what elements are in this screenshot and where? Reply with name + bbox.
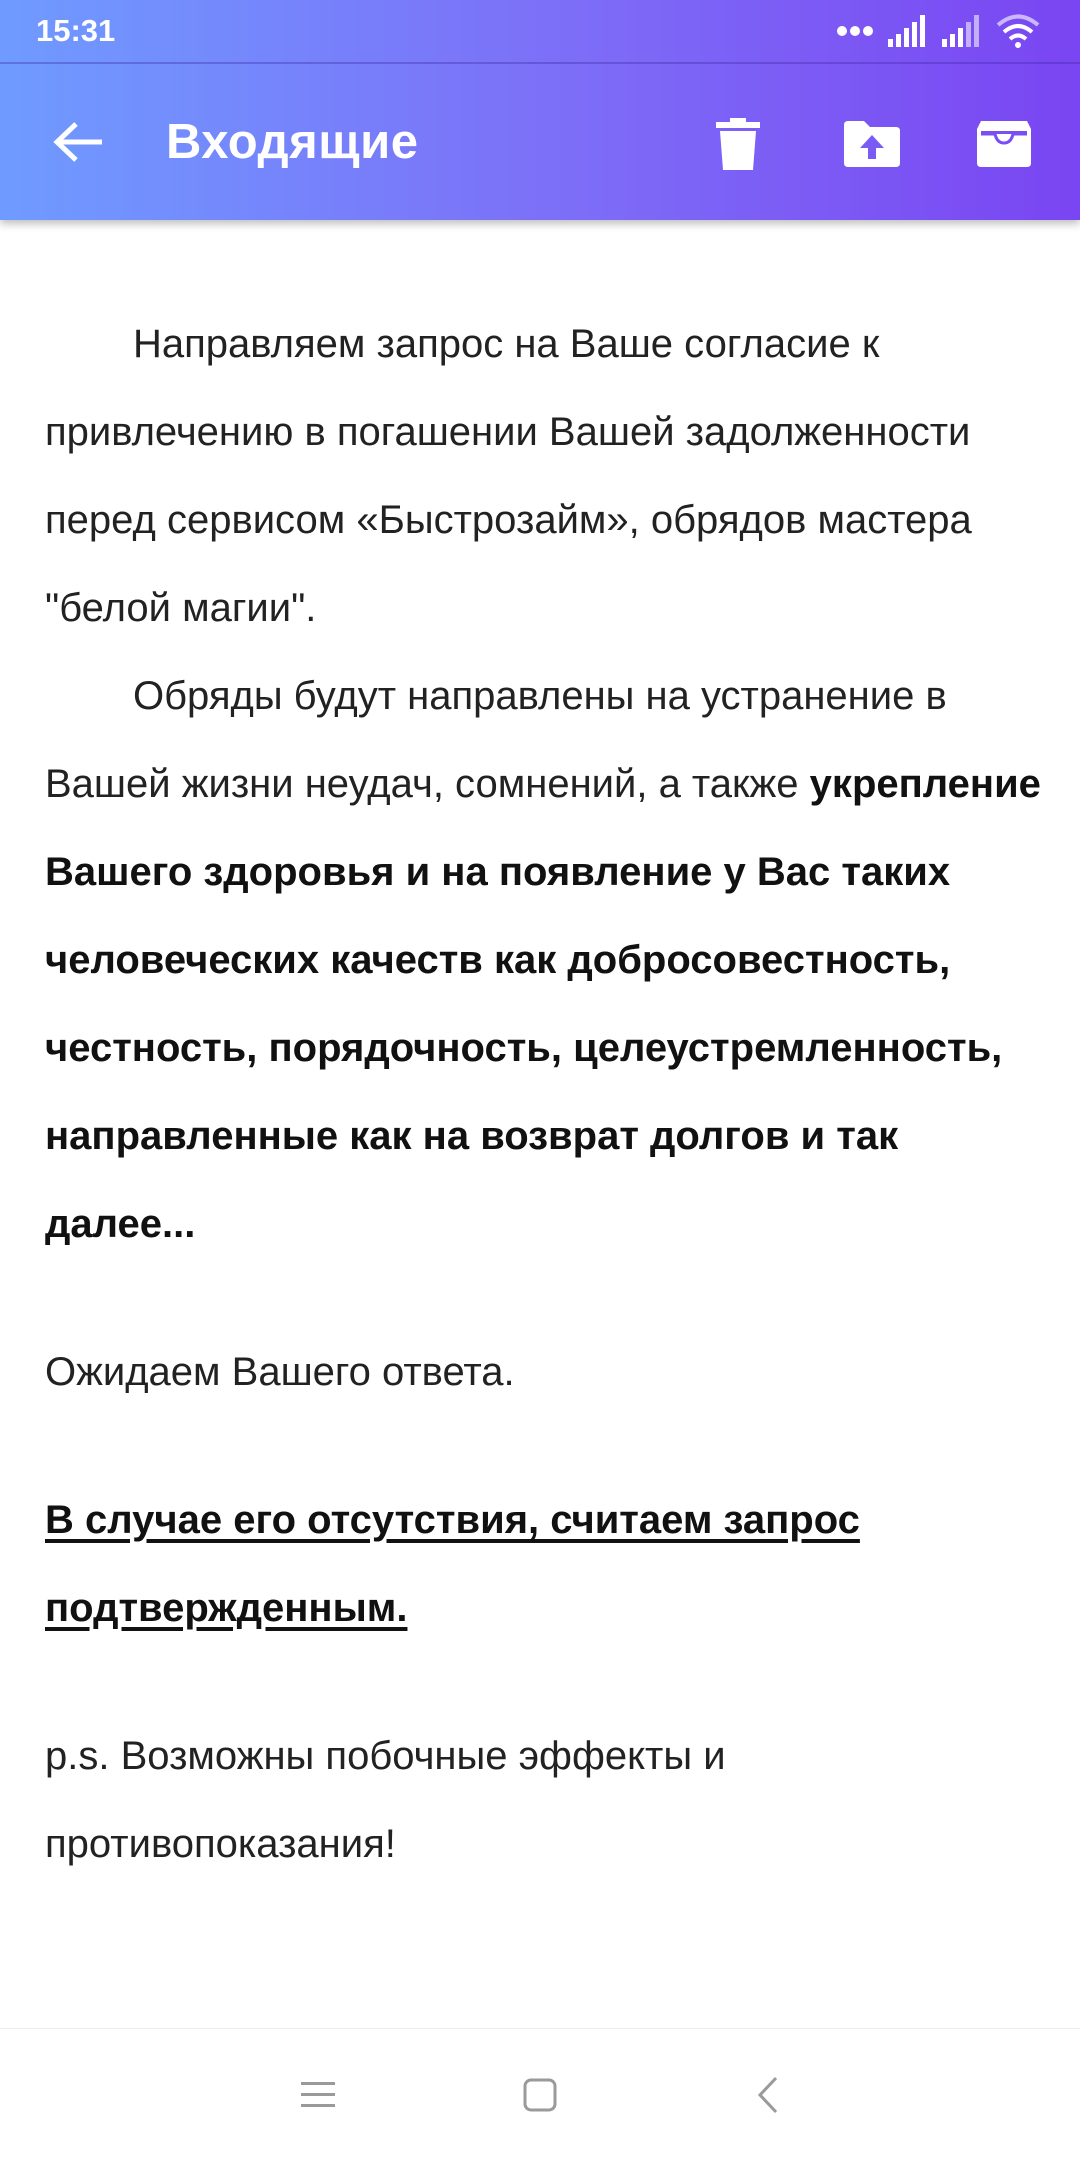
back-chevron-icon: [756, 2076, 780, 2114]
archive-button[interactable]: [964, 104, 1044, 184]
status-icons: [836, 11, 1040, 51]
status-bar: [0, 0, 1080, 64]
message-paragraph: [45, 652, 1045, 1268]
status-time: 15:31: [36, 13, 116, 48]
message-paragraph: Направляем запрос на Ваше согласие к привлечению в погашении Вашей задолженности перед сервисом «Быстрозайм», обрядов мастера "белой магии".: [45, 322, 972, 630]
trash-icon: [716, 118, 760, 170]
archive-icon: [977, 121, 1031, 167]
delete-button[interactable]: [698, 104, 778, 184]
wifi-icon: [996, 14, 1040, 48]
system-back-button[interactable]: [732, 2059, 804, 2131]
message-body: [45, 300, 1045, 2096]
signal-icon: [942, 15, 982, 47]
system-nav-bar: [0, 2028, 1080, 2160]
move-to-folder-icon: [844, 121, 900, 167]
recent-apps-button[interactable]: [282, 2059, 354, 2131]
notice-text: В случае его отсутствия, считаем запрос подтвержденным.: [45, 1498, 860, 1630]
home-button[interactable]: [504, 2059, 576, 2131]
signal-icon: [888, 15, 928, 47]
app-header: [0, 0, 1080, 220]
await-reply-text: Ожидаем Вашего ответа.: [45, 1350, 515, 1394]
home-square-icon: [523, 2078, 557, 2112]
message-bold-text: укрепление Вашего здоровья и на появление у Вас таких человеческих качеств как добросовестность, честность, порядочность, целеустремленность, направленные как на возврат долгов и так далее...: [45, 762, 1041, 1246]
more-dots-icon: [836, 25, 874, 37]
menu-icon: [301, 2080, 335, 2110]
move-button[interactable]: [832, 104, 912, 184]
back-button[interactable]: [40, 104, 116, 180]
ps-text: p.s. Возможны побочные эффекты и противопоказания!: [45, 1734, 726, 1866]
arrow-left-icon: [52, 120, 104, 164]
message-text: Обряды будут направлены на устранение в Вашей жизни неудач, сомнений, а также: [45, 674, 947, 806]
page-title: Входящие: [166, 115, 419, 169]
toolbar: [0, 64, 1080, 220]
